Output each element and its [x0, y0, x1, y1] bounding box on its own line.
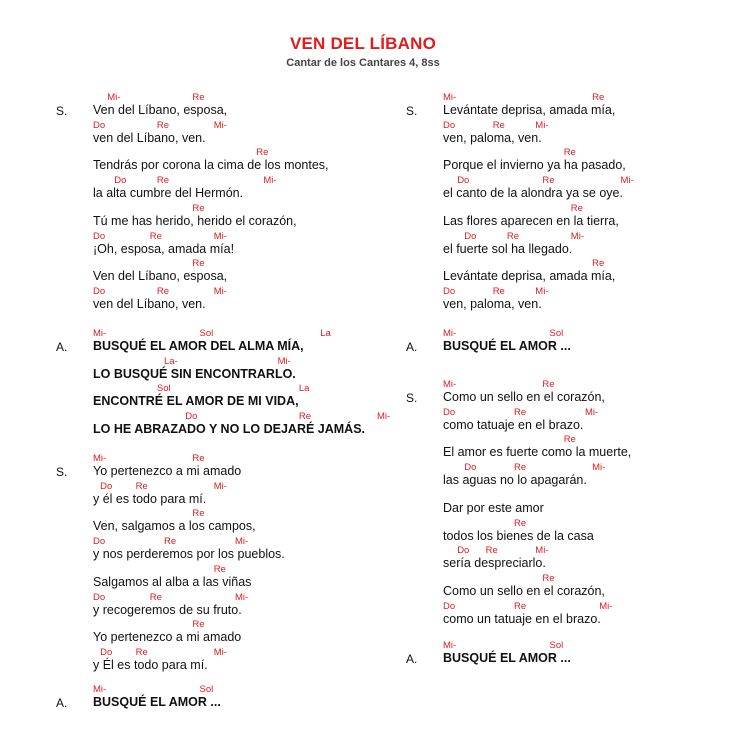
- stanza-role-label: A.: [406, 652, 418, 666]
- chord: Mi-: [535, 545, 549, 557]
- chord: Re: [298, 411, 312, 423]
- chord-row: [443, 286, 743, 297]
- chord: Mi-: [213, 230, 227, 242]
- chord: Do: [114, 175, 127, 187]
- chord: Mi-: [592, 462, 606, 474]
- chord-row: [93, 508, 393, 519]
- chord: Re: [514, 462, 527, 474]
- chord: Mi-: [93, 684, 107, 695]
- chord: Do: [100, 646, 113, 658]
- chord-row: [443, 175, 743, 186]
- lyric-text: BUSQUÉ EL AMOR ...: [93, 695, 221, 709]
- chord: Re: [149, 591, 162, 603]
- chord: Re: [492, 285, 505, 297]
- chord-row: [93, 647, 393, 658]
- chord: Re: [192, 453, 205, 464]
- chord-row: [443, 601, 743, 612]
- chord: Mi-: [93, 453, 107, 464]
- chord: Re: [492, 119, 505, 131]
- chord: Re: [514, 600, 527, 612]
- chord-row: [93, 453, 393, 464]
- chord: Do: [93, 230, 106, 242]
- chord: Re: [192, 202, 205, 214]
- lyric-text: Salgamos al alba a las viñas: [93, 574, 252, 589]
- chord: Mi-: [93, 328, 107, 339]
- chord-row: [93, 286, 393, 297]
- chord: Mi-: [585, 406, 599, 418]
- lyric-text: ENCONTRÉ EL AMOR DE MI VIDA,: [93, 394, 299, 409]
- chord: Re: [506, 230, 520, 242]
- lyric-text: LO BUSQUÉ SIN ENCONTRARLO.: [93, 366, 296, 381]
- lyric-text: Dar por este amor: [443, 500, 544, 515]
- chord-row: [93, 231, 393, 242]
- lyric-text: Yo pertenezco a mi amado: [93, 464, 242, 478]
- stanza-role-label: S.: [56, 104, 68, 118]
- lyric-text: las aguas no lo apagarán.: [443, 473, 587, 488]
- chord: Re: [256, 147, 269, 159]
- chord-row: [93, 383, 393, 394]
- chord: Mi-: [620, 175, 634, 187]
- chord: Mi-: [213, 285, 227, 297]
- lyric-text: Las flores aparecen en la tierra,: [443, 213, 619, 228]
- chord: Mi-: [443, 640, 457, 651]
- chord: Sol: [199, 684, 214, 695]
- chord: Re: [592, 92, 605, 103]
- chord: Re: [135, 480, 148, 492]
- stanza-role-label: S.: [406, 104, 418, 118]
- lyric-text: y recogeremos de su fruto.: [93, 602, 242, 617]
- chord: Re: [149, 230, 162, 242]
- song-title: VEN DEL LÍBANO: [289, 34, 437, 53]
- chord: Sol: [549, 328, 564, 339]
- lyric-text: la alta cumbre del Hermón.: [93, 186, 244, 201]
- chord: Re: [542, 572, 555, 584]
- lyric-text: y Él es todo para mí.: [93, 657, 208, 672]
- chord: Mi-: [107, 92, 121, 103]
- chord: Mi-: [277, 355, 291, 367]
- chord-row: [443, 462, 743, 473]
- chord-row: [93, 147, 393, 158]
- chord: Do: [100, 480, 113, 492]
- chord-row: [443, 92, 743, 103]
- chord: Do: [93, 285, 106, 297]
- stanza-role-label: A.: [406, 340, 418, 354]
- chord: Do: [185, 411, 198, 423]
- chord: Sol: [156, 383, 171, 395]
- chord: Do: [464, 230, 477, 242]
- chord: Mi-: [213, 480, 227, 492]
- lyric-text: Ven del Líbano, esposa,: [93, 103, 228, 117]
- chord: Re: [542, 379, 555, 390]
- chord: Re: [213, 563, 226, 575]
- chord-row: [93, 536, 393, 547]
- lyric-text: ven, paloma, ven.: [443, 296, 542, 311]
- stanza-role-label: S.: [56, 465, 68, 479]
- lyric-text: ¡Oh, esposa, amada mía!: [93, 241, 235, 256]
- lyric-text: BUSQUÉ EL AMOR ...: [443, 339, 571, 353]
- stanza-role-label: A.: [56, 340, 68, 354]
- chord-row: [93, 328, 393, 339]
- lyric-text: todos los bienes de la casa: [443, 528, 594, 543]
- chord-row: [443, 490, 743, 501]
- chord-row: [443, 379, 743, 390]
- chord-row: [443, 147, 743, 158]
- chord-row: [443, 545, 743, 556]
- chord: Mi-: [213, 646, 227, 658]
- lyric-text: Tendrás por corona la cima de los montes,: [93, 158, 329, 173]
- chord: Mi-: [235, 591, 249, 603]
- lyric-text: y él es todo para mí.: [93, 491, 207, 506]
- chord: Re: [156, 119, 170, 131]
- chord: Mi-: [599, 600, 613, 612]
- lyric-text: LO HE ABRAZADO Y NO LO DEJARÉ JAMÁS.: [93, 422, 366, 437]
- chord: Re: [542, 175, 555, 187]
- lyric-text: y nos perderemos por los pueblos.: [93, 547, 285, 562]
- chord-row: [443, 328, 743, 339]
- chord: Mi-: [377, 411, 391, 423]
- chord: Re: [570, 202, 583, 214]
- chord-row: [443, 258, 743, 269]
- chord: Re: [135, 646, 148, 658]
- lyric-text: Yo pertenezco a mi amado: [93, 630, 242, 645]
- chord-row: [93, 175, 393, 186]
- lyric-text: ven, paloma, ven.: [443, 130, 542, 145]
- chord-row: [443, 518, 743, 529]
- chord-row: [443, 231, 743, 242]
- chord: Do: [443, 406, 456, 418]
- chord: Do: [443, 600, 456, 612]
- chord: Mi-: [535, 119, 549, 131]
- lyric-text: Tú me has herido, herido el corazón,: [93, 213, 297, 228]
- lyric-text: Porque el invierno ya ha pasado,: [443, 158, 626, 173]
- lyric-text: El amor es fuerte como la muerte,: [443, 445, 632, 460]
- lyric-text: ven del Líbano, ven.: [93, 130, 206, 145]
- chord-row: [93, 203, 393, 214]
- lyric-text: Ven del Líbano, esposa,: [93, 269, 228, 284]
- chord: Do: [457, 545, 470, 557]
- chord: Mi-: [263, 175, 277, 187]
- lyric-text: sería despreciarlo.: [443, 556, 546, 571]
- chord: La: [320, 328, 331, 339]
- chord: Mi-: [213, 119, 227, 131]
- lyric-text: Como un sello en el corazón,: [443, 583, 605, 598]
- chord: Re: [192, 258, 205, 270]
- chord: Sol: [549, 640, 564, 651]
- chord-row: [93, 92, 393, 103]
- chord-row: [93, 592, 393, 603]
- lyric-text: Ven, salgamos a los campos,: [93, 519, 256, 534]
- chord-row: [93, 411, 393, 422]
- chord: Do: [457, 175, 470, 187]
- song-subtitle: Cantar de los Cantares 4, 8ss: [286, 57, 440, 69]
- chord: Do: [464, 462, 477, 474]
- chord-row: [93, 564, 393, 575]
- lyric-text: ven del Líbano, ven.: [93, 296, 206, 311]
- chord: Sol: [199, 328, 214, 339]
- chord: Mi-: [535, 285, 549, 297]
- chord: Re: [563, 434, 576, 446]
- chord: Re: [592, 258, 605, 270]
- chord-row: [93, 356, 393, 367]
- chord: Re: [514, 406, 527, 418]
- chord: Do: [93, 536, 106, 548]
- chord: Re: [192, 508, 205, 520]
- chord-row: [443, 434, 743, 445]
- chord: La: [298, 383, 310, 395]
- chord: La-: [164, 355, 178, 367]
- chord: Re: [156, 285, 170, 297]
- chord-row: [443, 573, 743, 584]
- chord-row: [443, 203, 743, 214]
- chord: Re: [164, 536, 177, 548]
- chord: Re: [514, 517, 527, 529]
- chord: Mi-: [235, 536, 249, 548]
- chord: Mi-: [443, 379, 457, 390]
- chord: Do: [93, 119, 106, 131]
- lyric-text: Como un sello en el corazón,: [443, 390, 605, 404]
- chord-row: [443, 120, 743, 131]
- lyric-text: Levántate deprisa, amada mía,: [443, 269, 616, 284]
- stanza-role-label: A.: [56, 696, 68, 710]
- stanza-role-label: S.: [406, 391, 418, 405]
- chord-row: [93, 120, 393, 131]
- chord: Re: [192, 92, 205, 103]
- chord-row: [93, 619, 393, 630]
- chord: Re: [156, 175, 170, 187]
- lyric-text: como un tatuaje en el brazo.: [443, 611, 601, 626]
- chord-row: [443, 640, 743, 651]
- lyric-text: el canto de la alondra ya se oye.: [443, 186, 623, 201]
- lyric-text: el fuerte sol ha llegado.: [443, 241, 573, 256]
- lyric-text: Levántate deprisa, amada mía,: [443, 103, 616, 117]
- chord: Re: [485, 545, 498, 557]
- chord-row: [93, 258, 393, 269]
- lyric-text: BUSQUÉ EL AMOR ...: [443, 651, 571, 665]
- chord: Mi-: [443, 92, 457, 103]
- chord-row: [93, 684, 393, 695]
- chord: Mi-: [443, 328, 457, 339]
- chord: Re: [192, 619, 205, 631]
- chord: Re: [563, 147, 576, 159]
- chord: Mi-: [570, 230, 584, 242]
- chord: Do: [93, 591, 106, 603]
- lyric-text: BUSQUÉ EL AMOR DEL ALMA MÍA,: [93, 339, 304, 353]
- chord-row: [443, 407, 743, 418]
- chord-row: [93, 481, 393, 492]
- chord: Do: [443, 119, 456, 131]
- lyric-text: como tatuaje en el brazo.: [443, 417, 584, 432]
- chord: Do: [443, 285, 456, 297]
